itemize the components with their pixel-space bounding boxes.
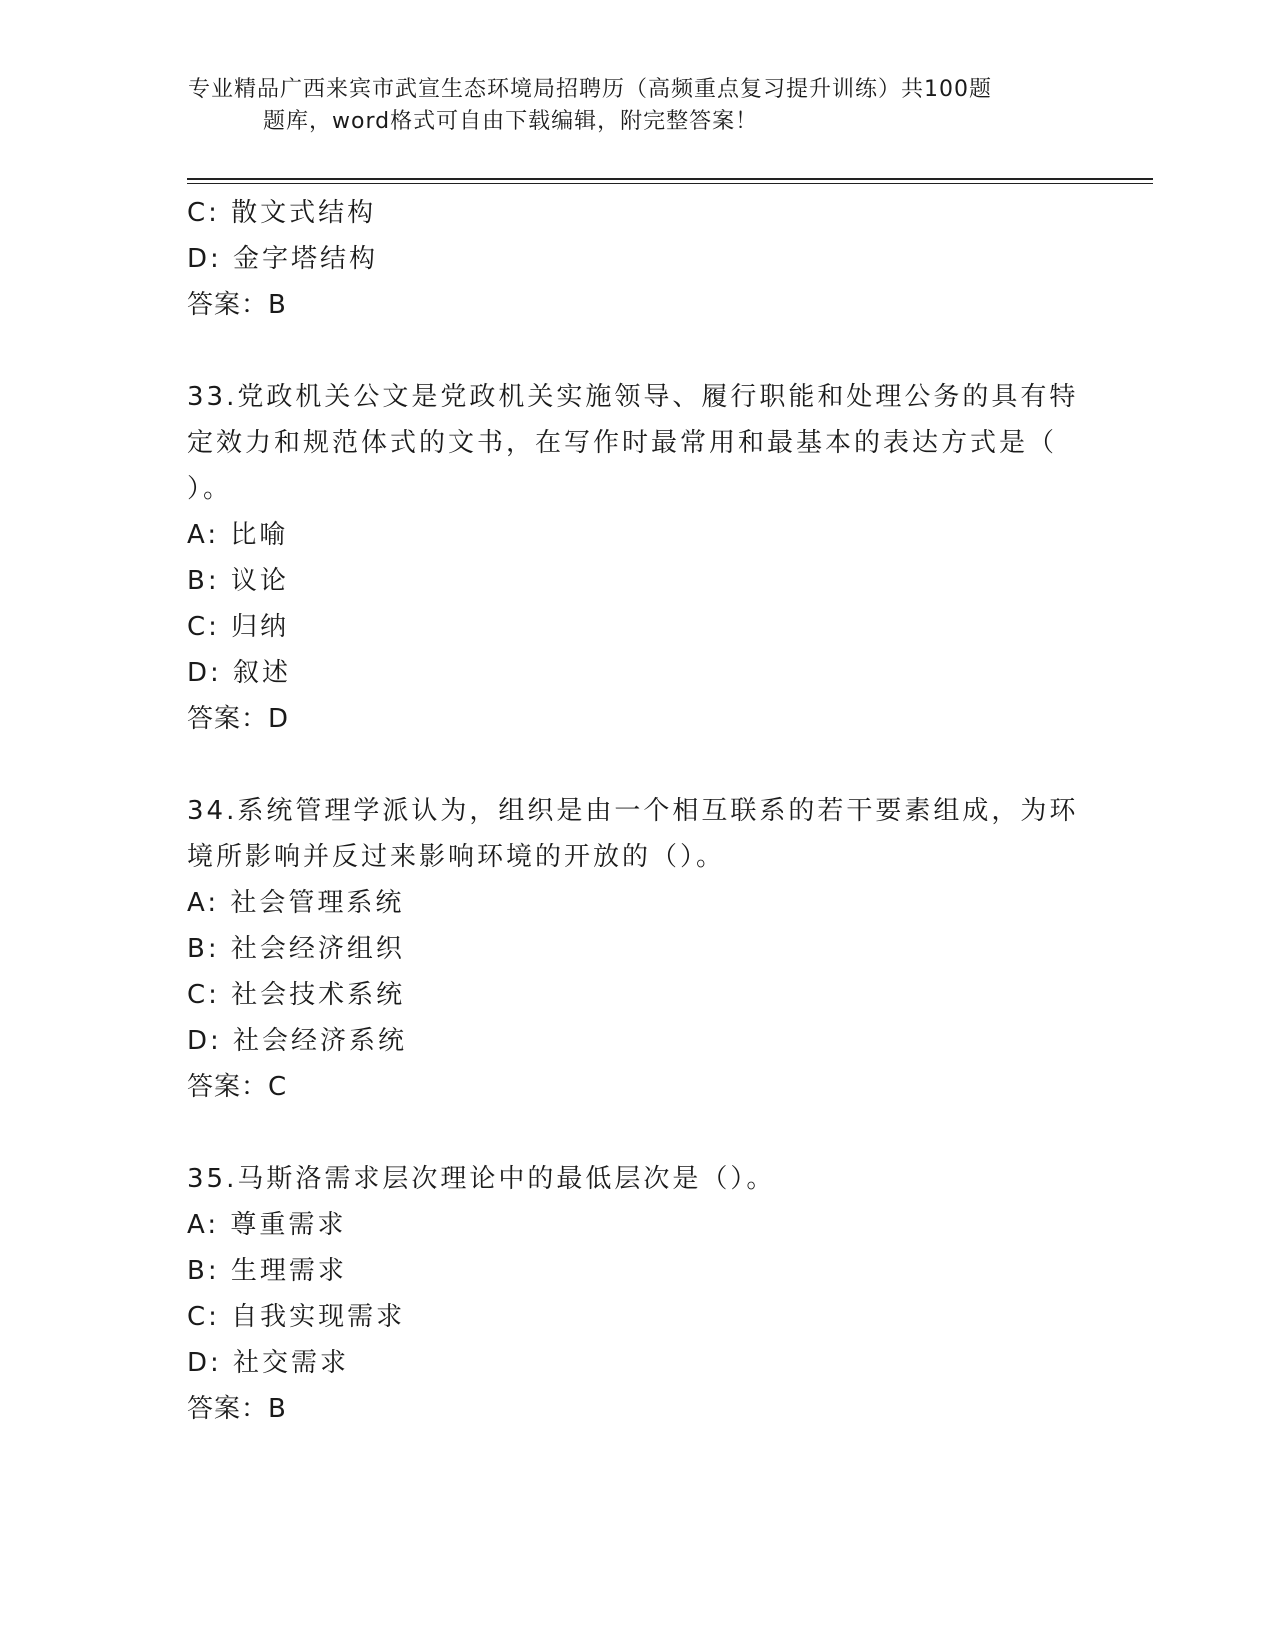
option-c: C: 散文式结构: [187, 198, 377, 228]
option-a: A: 社会管理系统: [187, 888, 405, 918]
question-stem-line: 境所影响并反过来影响环境的开放的（）。: [187, 842, 726, 872]
header-divider-thick: [187, 178, 1153, 180]
option-c: C: 社会技术系统: [187, 980, 406, 1010]
question-35: [187, 1156, 1087, 1432]
option-b: B: 社会经济组织: [187, 934, 405, 964]
question-spacer: [187, 328, 1087, 374]
option-d: D: 社会经济系统: [187, 1026, 408, 1056]
option-d: D: 社交需求: [187, 1348, 350, 1378]
header-divider-thin: [187, 183, 1153, 184]
answer-line: 答案：B: [187, 290, 287, 320]
question-32-continued: [187, 190, 1087, 328]
question-spacer: [187, 1110, 1087, 1156]
question-34: [187, 788, 1087, 1110]
option-c: C: 自我实现需求: [187, 1302, 406, 1332]
question-stem-line: ）。: [187, 474, 233, 504]
question-stem-line: 35.马斯洛需求层次理论中的最低层次是（）。: [187, 1164, 776, 1194]
option-b: B: 议论: [187, 566, 289, 596]
question-33: [187, 374, 1087, 742]
question-stem-line: 34.系统管理学派认为，组织是由一个相互联系的若干要素组成，为环: [187, 796, 1079, 826]
header-title-line-1: 专业精品广西来宾市武宣生态环境局招聘历（高频重点复习提升训练）共100题: [188, 77, 992, 102]
option-d: D: 金字塔结构: [187, 244, 379, 274]
document-body: [187, 190, 1087, 1432]
header-title-line-2: 题库，word格式可自由下载编辑，附完整答案！: [263, 109, 759, 134]
option-d: D: 叙述: [187, 658, 292, 688]
option-a: A: 比喻: [187, 520, 289, 550]
option-c: C: 归纳: [187, 612, 290, 642]
answer-line: 答案：D: [187, 704, 290, 734]
answer-line: 答案：C: [187, 1072, 288, 1102]
question-stem-line: 33.党政机关公文是党政机关实施领导、履行职能和处理公务的具有特: [187, 382, 1079, 412]
answer-line: 答案：B: [187, 1394, 287, 1424]
question-stem-line: 定效力和规范体式的文书，在写作时最常用和最基本的表达方式是（: [187, 428, 1058, 458]
document-header: [188, 74, 1068, 138]
option-a: A: 尊重需求: [187, 1210, 347, 1240]
question-spacer: [187, 742, 1087, 788]
option-b: B: 生理需求: [187, 1256, 347, 1286]
